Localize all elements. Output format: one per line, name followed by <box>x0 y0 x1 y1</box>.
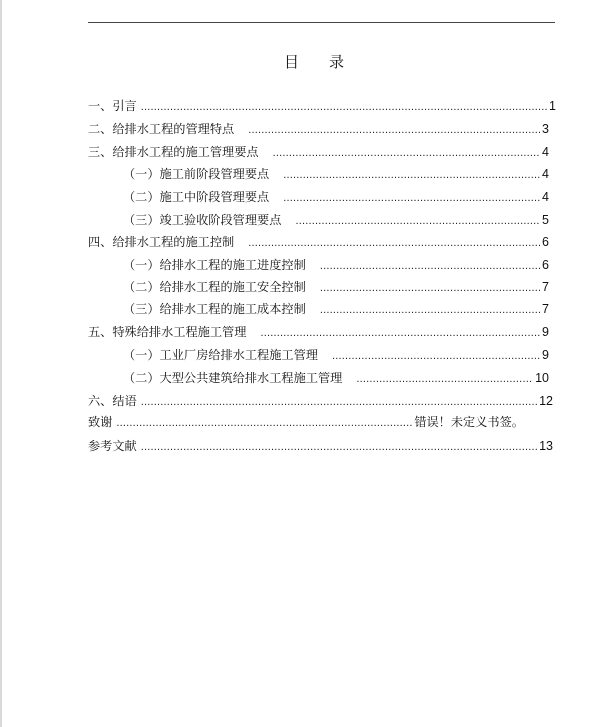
toc-entry-page: 4 <box>542 190 549 204</box>
toc-leader-dots <box>283 189 540 207</box>
toc-entry[interactable] <box>123 278 549 296</box>
toc-entry[interactable] <box>88 97 556 115</box>
toc-entry-label: （三）给排水工程的施工成本控制 <box>123 302 306 316</box>
toc-leader-dots <box>141 438 537 456</box>
toc-entry-label: （二）大型公共建筑给排水工程施工管理 <box>123 371 343 385</box>
toc-leader-dots <box>320 279 540 297</box>
toc-entry[interactable] <box>88 323 549 341</box>
toc-entry-label: （一）给排水工程的施工进度控制 <box>123 258 306 272</box>
toc-entry-page: 12 <box>539 394 553 408</box>
toc-leader-dots <box>141 98 547 116</box>
toc-entry-page: 1 <box>549 99 556 113</box>
toc-entry-label: （一）施工前阶段管理要点 <box>123 167 270 181</box>
toc-entry[interactable] <box>123 165 549 183</box>
toc-leader-dots <box>332 347 540 365</box>
toc-entry-page: 10 <box>535 371 549 385</box>
toc-entry-label: （二）施工中阶段管理要点 <box>123 190 270 204</box>
toc-entry-label: 四、给排水工程的施工控制 <box>88 235 235 249</box>
toc-entry-page: 4 <box>542 167 549 181</box>
toc-entry[interactable] <box>123 369 549 387</box>
toc-entry[interactable] <box>88 143 549 161</box>
toc-entry-label: 参考文献 <box>88 439 137 453</box>
toc-entry-label: 三、给排水工程的施工管理要点 <box>88 145 259 159</box>
toc-entry-page: 6 <box>542 258 549 272</box>
toc-entry[interactable] <box>88 413 524 431</box>
toc-entry-label: 致谢 <box>88 415 113 429</box>
toc-entry[interactable] <box>88 120 549 138</box>
toc-entry-label: （二）给排水工程的施工安全控制 <box>123 280 306 294</box>
toc-leader-dots <box>248 234 540 252</box>
toc-entry-page: 9 <box>542 348 549 362</box>
toc-entry[interactable] <box>88 233 549 251</box>
toc-entry-page: 4 <box>542 145 549 159</box>
toc-leader-dots <box>320 257 540 275</box>
toc-leader-dots <box>273 144 540 162</box>
toc-leader-dots <box>283 166 540 184</box>
toc-leader-dots <box>260 324 540 342</box>
toc-entry-label: 二、给排水工程的管理特点 <box>88 122 235 136</box>
toc-entry-page: 6 <box>542 235 549 249</box>
toc-entry-label: 六、结语 <box>88 394 137 408</box>
toc-entry-page: 5 <box>542 213 549 227</box>
toc-entry-label: （三）竣工验收阶段管理要点 <box>123 213 282 227</box>
toc-leader-dots <box>141 393 537 411</box>
toc-entry[interactable] <box>123 256 549 274</box>
toc-entry-page: 13 <box>539 439 553 453</box>
toc-leader-dots <box>116 414 412 432</box>
toc-entry[interactable] <box>123 211 549 229</box>
toc-entry-label: 一、引言 <box>88 99 137 113</box>
toc-leader-dots <box>248 121 540 139</box>
toc-entry-page: 错误！未定义书签。 <box>414 415 524 429</box>
toc-leader-dots <box>320 301 540 319</box>
toc-title-char-2: 录 <box>329 53 345 71</box>
toc-title-char-1: 目 <box>283 53 299 71</box>
toc-entry[interactable] <box>88 392 553 410</box>
toc-entry-page: 7 <box>542 302 549 316</box>
toc-entry-label: 五、特殊给排水工程施工管理 <box>88 325 247 339</box>
toc-entry[interactable] <box>123 300 549 318</box>
toc-entry-page: 9 <box>542 325 549 339</box>
toc-entry-label: （一）工业厂房给排水工程施工管理 <box>123 348 318 362</box>
toc-leader-dots <box>356 370 533 388</box>
toc-entry[interactable] <box>88 437 553 455</box>
toc-leader-dots <box>295 212 540 230</box>
toc-entry-page: 7 <box>542 280 549 294</box>
toc-entry[interactable] <box>123 346 549 364</box>
toc-entry-page: 3 <box>542 122 549 136</box>
toc-entry[interactable] <box>123 188 549 206</box>
